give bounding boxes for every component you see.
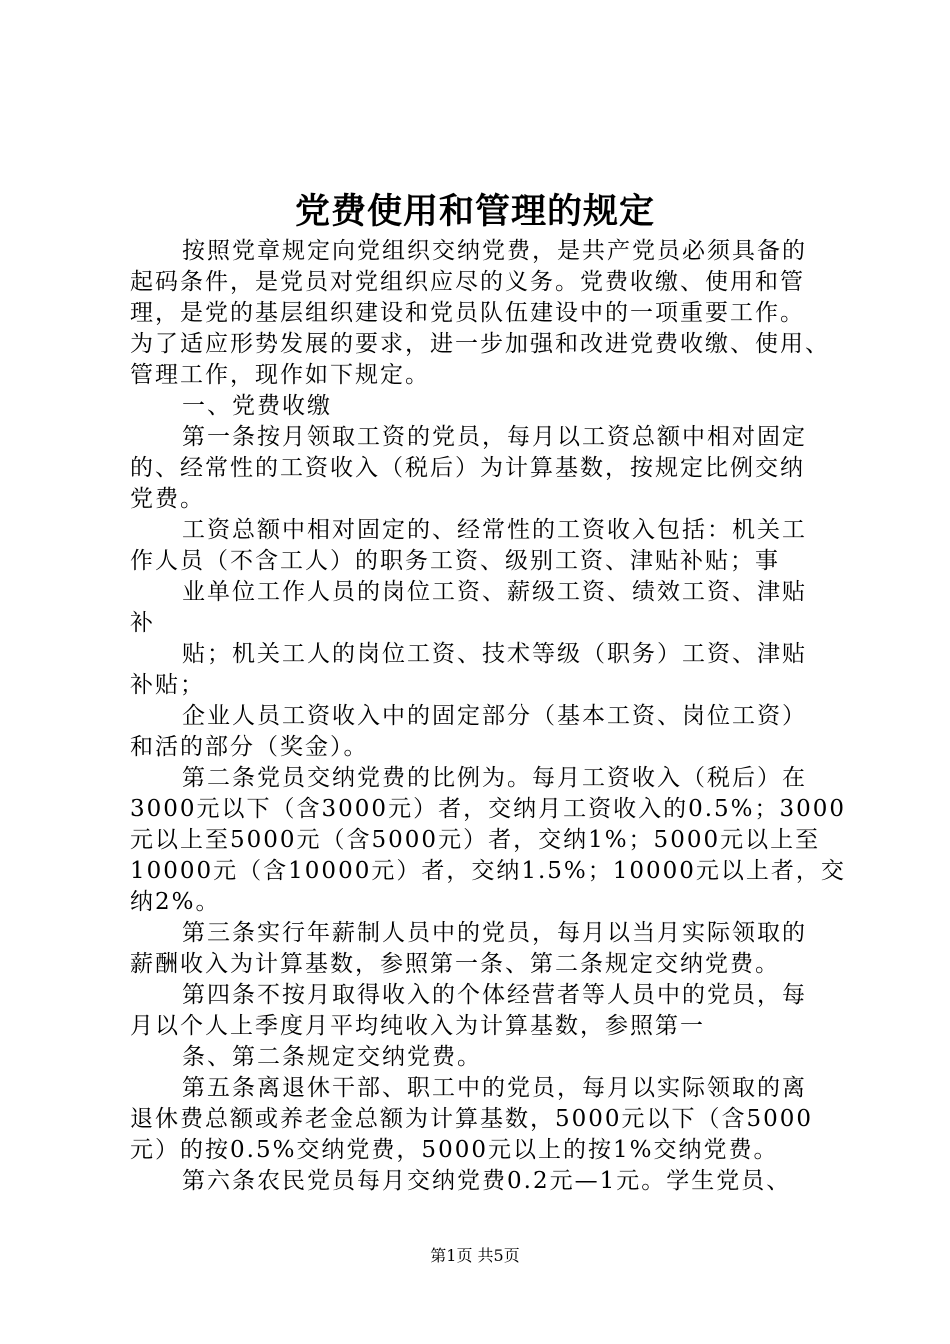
text-line: 补 bbox=[130, 610, 155, 636]
text-line: 工资总额中相对固定的、经常性的工资收入包括：机关工 bbox=[182, 517, 807, 543]
text-line: 第四条不按月取得收入的个体经营者等人员中的党员，每 bbox=[182, 982, 807, 1008]
text-line: 作人员（不含工人）的职务工资、级别工资、津贴补贴；事 bbox=[130, 548, 780, 574]
text-line: 第五条离退休干部、职工中的党员，每月以实际领取的离 bbox=[182, 1075, 807, 1101]
text-line: 的、经常性的工资收入（税后）为计算基数，按规定比例交纳 bbox=[130, 455, 805, 481]
text-line: 纳2%。 bbox=[130, 889, 221, 915]
text-line: 第一条按月领取工资的党员，每月以工资总额中相对固定 bbox=[182, 424, 807, 450]
text-line: 第二条党员交纳党费的比例为。每月工资收入（税后）在 bbox=[182, 765, 807, 791]
text-line: 党费。 bbox=[130, 486, 205, 512]
page-footer: 第1页 共5页 bbox=[430, 1246, 520, 1265]
text-line: 月以个人上季度月平均纯收入为计算基数，参照第一 bbox=[130, 1013, 705, 1039]
text-line: 退休费总额或养老金总额为计算基数，5000元以下（含5000 bbox=[130, 1106, 814, 1132]
text-line: 第六条农民党员每月交纳党费0.2元—1元。学生党员、 bbox=[182, 1168, 792, 1194]
text-line: 业单位工作人员的岗位工资、薪级工资、绩效工资、津贴 bbox=[182, 579, 807, 605]
text-line: 第三条实行年薪制人员中的党员，每月以当月实际领取的 bbox=[182, 920, 807, 946]
text-line: 贴；机关工人的岗位工资、技术等级（职务）工资、津贴 bbox=[182, 641, 807, 667]
text-line: 企业人员工资收入中的固定部分（基本工资、岗位工资） bbox=[182, 703, 807, 729]
document-title: 党费使用和管理的规定 bbox=[294, 191, 655, 232]
text-line: 和活的部分（奖金）。 bbox=[130, 734, 369, 760]
text-line: 元）的按0.5%交纳党费，5000元以上的按1%交纳党费。 bbox=[130, 1137, 779, 1163]
text-line: 条、第二条规定交纳党费。 bbox=[182, 1044, 482, 1070]
text-line: 元以上至5000元（含5000元）者，交纳1%；5000元以上至 bbox=[130, 827, 821, 853]
text-line: 薪酬收入为计算基数，参照第一条、第二条规定交纳党费。 bbox=[130, 951, 780, 977]
text-line: 10000元（含10000元）者，交纳1.5%；10000元以上者，交 bbox=[130, 858, 846, 884]
text-line: 起码条件，是党员对党组织应尽的义务。党费收缴、使用和管 bbox=[130, 269, 805, 295]
text-line: 按照党章规定向党组织交纳党费，是共产党员必须具备的 bbox=[182, 238, 807, 264]
document-body bbox=[130, 236, 847, 1197]
text-line: 为了适应形势发展的要求，进一步加强和改进党费收缴、使用、 bbox=[130, 331, 830, 357]
text-line: 3000元以下（含3000元）者，交纳月工资收入的0.5%；3000 bbox=[130, 796, 847, 822]
text-line: 补贴； bbox=[130, 672, 205, 698]
text-line: 一、党费收缴 bbox=[182, 393, 332, 419]
text-line: 理，是党的基层组织建设和党员队伍建设中的一项重要工作。 bbox=[130, 300, 805, 326]
text-line: 管理工作，现作如下规定。 bbox=[130, 362, 430, 388]
